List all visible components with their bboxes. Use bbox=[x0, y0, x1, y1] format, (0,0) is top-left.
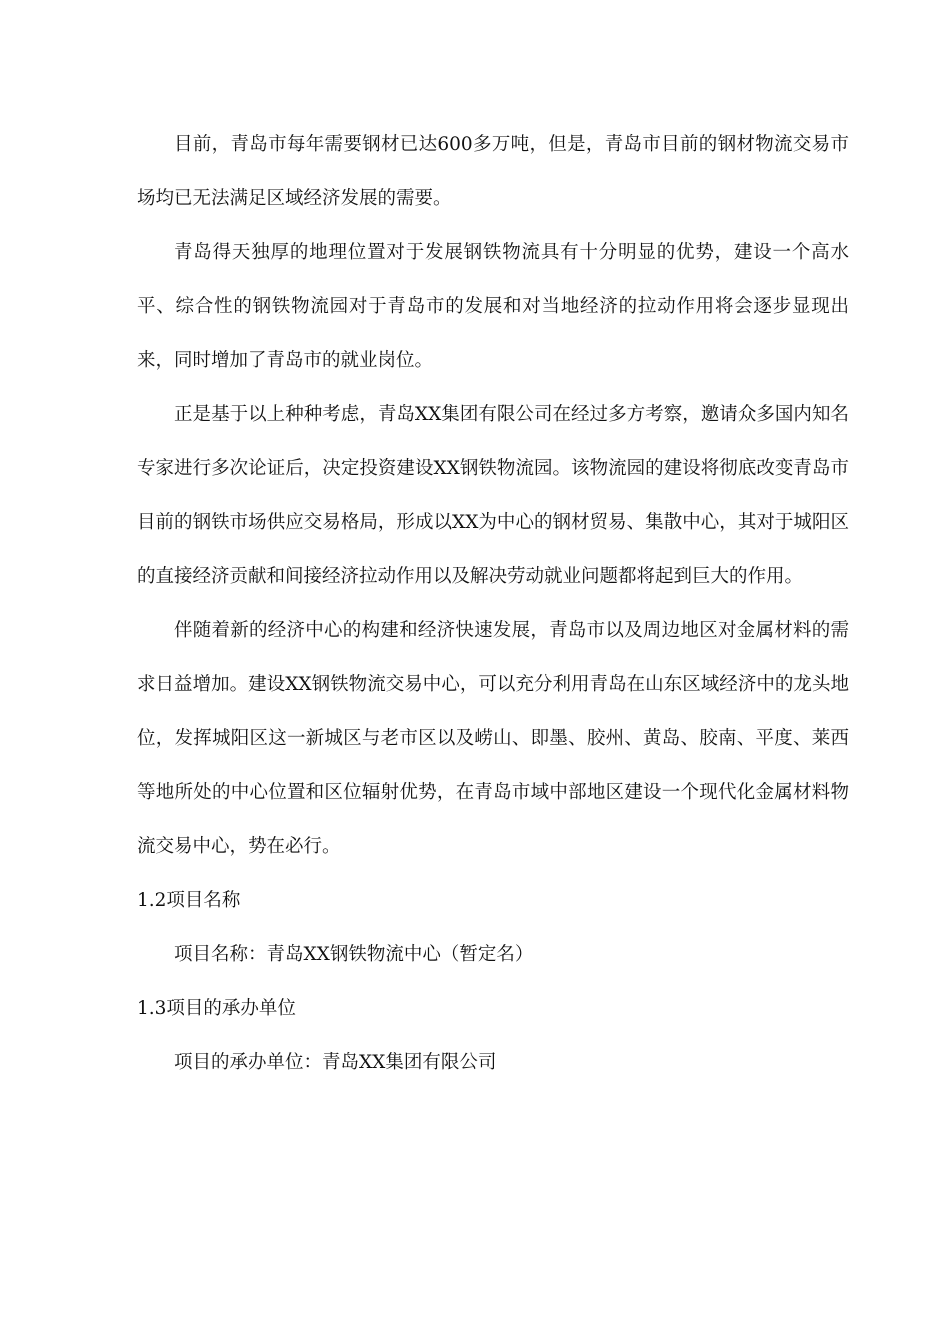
document-body bbox=[137, 118, 849, 1090]
section-heading-organizer: 1.3项目的承办单位 bbox=[137, 998, 296, 1019]
section-heading-project-name: 1.2项目名称 bbox=[137, 890, 241, 911]
paragraph-regional-development: 伴随着新的经济中心的构建和经济快速发展，青岛市以及周边地区对金属材料的需求日益增加。建设XX钢铁物流交易中心，可以充分利用青岛在山东区域经济中的龙头地位，发挥城阳区这一新城区与老市区以及崂山、即墨、胶州、黄岛、胶南、平度、莱西等地所处的中心位置和区位辐射优势，在青岛市域中部地区建设一个现代化金属材料物流交易中心，势在必行。 bbox=[137, 620, 849, 857]
organizer-text: 项目的承办单位：青岛XX集团有限公司 bbox=[174, 1052, 497, 1073]
paragraph-steel-demand: 目前，青岛市每年需要钢材已达600多万吨，但是，青岛市目前的钢材物流交易市场均已无法满足区域经济发展的需要。 bbox=[137, 134, 849, 209]
paragraph-geographic-advantage: 青岛得天独厚的地理位置对于发展钢铁物流具有十分明显的优势，建设一个高水平、综合性的钢铁物流园对于青岛市的发展和对当地经济的拉动作用将会逐步显现出来，同时增加了青岛市的就业岗位。 bbox=[137, 242, 849, 371]
project-name-text: 项目名称：青岛XX钢铁物流中心（暂定名） bbox=[174, 944, 534, 965]
paragraph-investment-decision: 正是基于以上种种考虑，青岛XX集团有限公司在经过多方考察，邀请众多国内知名专家进行多次论证后，决定投资建设XX钢铁物流园。该物流园的建设将彻底改变青岛市目前的钢铁市场供应交易格局，形成以XX为中心的钢材贸易、集散中心，其对于城阳区的直接经济贡献和间接经济拉动作用以及解决劳动就业问题都将起到巨大的作用。 bbox=[137, 404, 849, 587]
